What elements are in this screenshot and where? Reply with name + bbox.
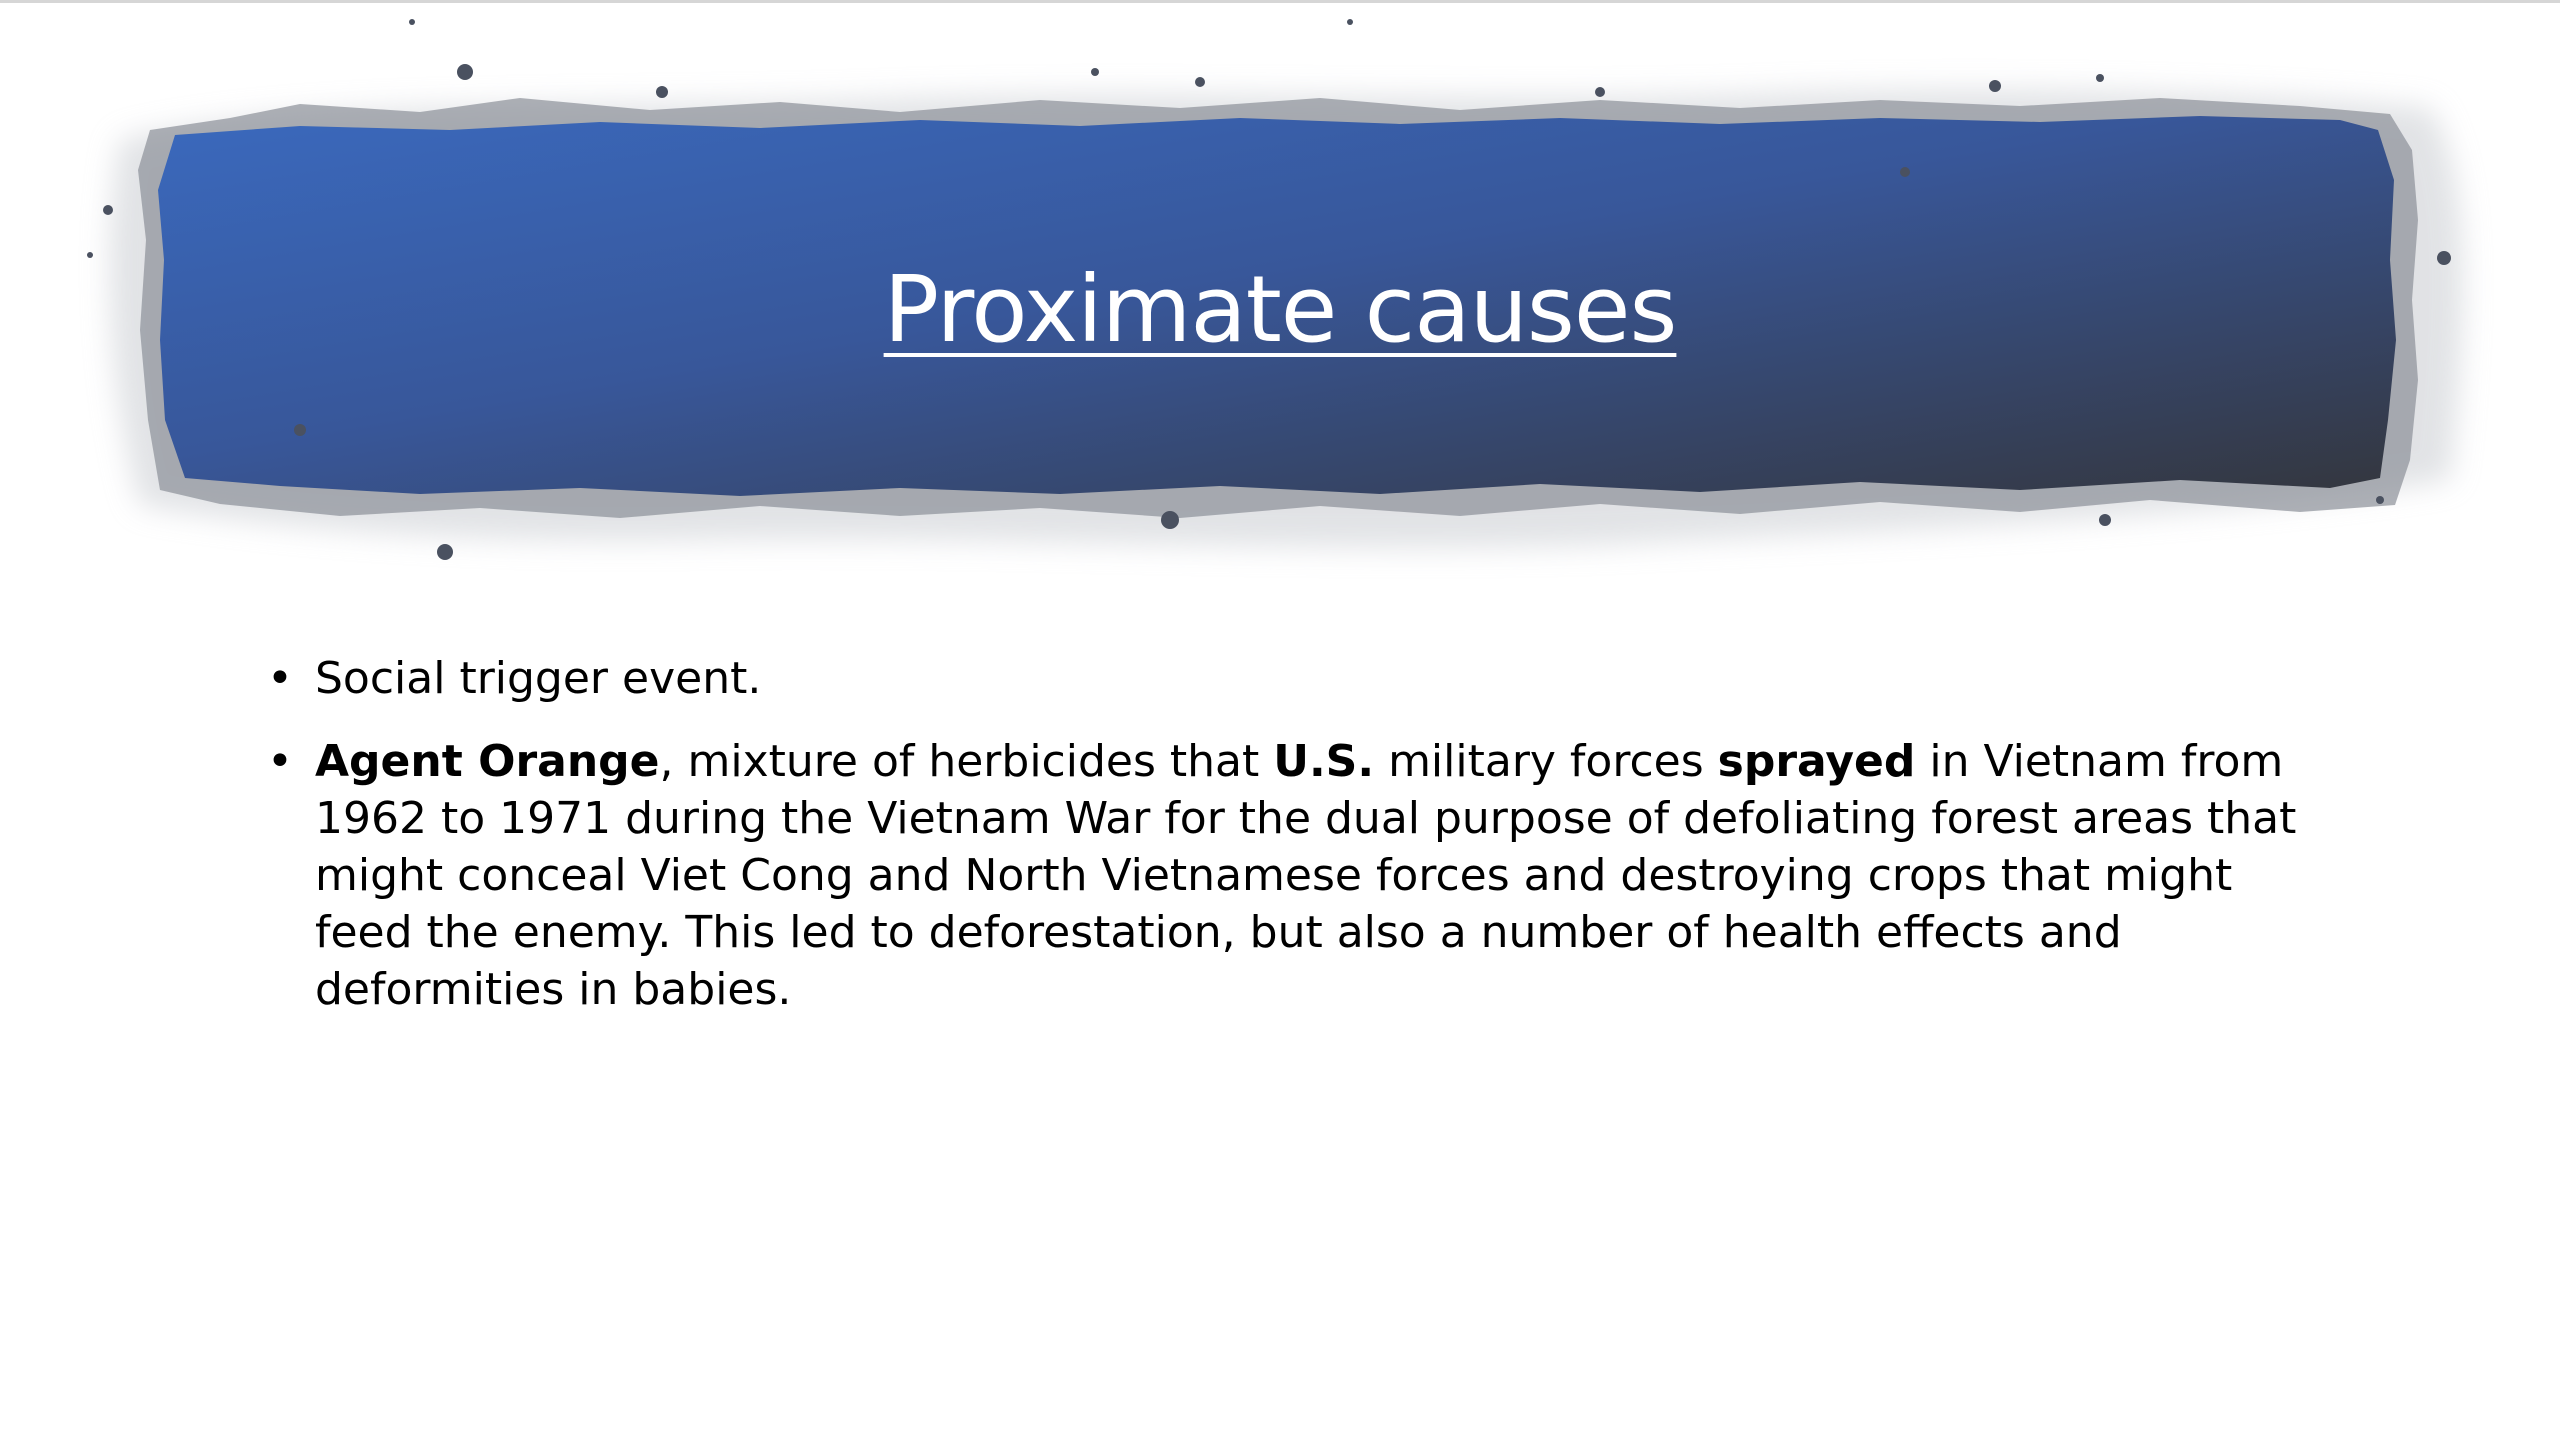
bullet-dot: • <box>267 653 293 704</box>
bullet-list <box>255 650 2315 1018</box>
bold-term-agent-orange: Agent Orange <box>315 736 660 787</box>
bullet-text: , mixture of herbicides that <box>659 736 1274 787</box>
bullet-text: Social trigger event. <box>315 653 762 704</box>
slide-body <box>255 650 2315 1044</box>
bullet-item-agent-orange <box>255 733 2315 1018</box>
bold-term-us: U.S. <box>1273 736 1375 787</box>
slide-title <box>0 245 2560 375</box>
bullet-dot: • <box>267 736 293 787</box>
bullet-text: in Vietnam from 1962 to 1971 during the Vietnam War for the dual purpose of defoliating forest areas that might conceal Viet Cong and North Vietnamese forces and destroying crops that might feed the enemy. This led to deforestation, but also a number of health effects and deformities in babies. <box>315 736 2297 1015</box>
slide-title-text: Proximate causes <box>883 256 1677 363</box>
bullet-text: military forces <box>1374 736 1718 787</box>
bold-term-sprayed: sprayed <box>1717 736 1916 787</box>
bullet-item-social-trigger <box>255 650 2315 707</box>
